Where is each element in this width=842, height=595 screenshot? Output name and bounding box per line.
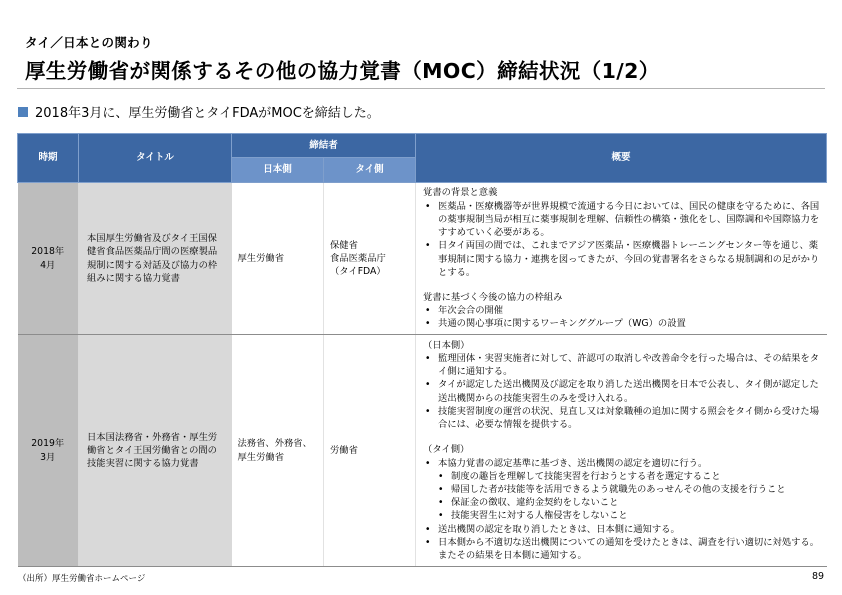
table-row: [18, 183, 827, 335]
col-header-signatories: 締結者: [232, 134, 416, 158]
title-cell: 本国厚生労働省及びタイ王国保健省食品医薬品庁間の医療製品規制に関する対話及び協力の枠組みに関する協力覚書: [79, 183, 232, 335]
thai-side-line: 保健省: [330, 239, 358, 251]
list-item: • 監理団体・実習実施者に対して、許認可の取消しや改善命令を行った場合は、その結果をタイ側に通知する。: [423, 352, 821, 378]
list-item: • 本協力覚書の認定基準に基づき、送出機関の認定を適切に行う。: [423, 457, 821, 470]
summary-list: [423, 200, 821, 279]
thai-side-line: 食品医薬品庁: [330, 252, 386, 264]
list-item: • 制度の趣旨を理解して技能実習を行おうとする者を選定すること: [436, 470, 821, 483]
title-divider: [17, 88, 825, 89]
summary-list-thai: [423, 457, 821, 470]
summary-heading-japan: （日本側）: [423, 339, 470, 351]
japan-side-cell: [232, 335, 324, 567]
period-year: 2018年: [31, 246, 65, 258]
summary-cell: [416, 335, 827, 567]
summary-heading: 覚書の背景と意義: [423, 187, 498, 199]
square-bullet-icon: [18, 107, 28, 117]
lead-statement: [18, 102, 380, 121]
list-item: • 送出機関の認定を取り消したときは、日本側に通知する。: [423, 523, 821, 536]
list-item: • 技能実習生に対する人権侵害をしないこと: [436, 509, 821, 522]
col-header-period: 時期: [18, 134, 79, 183]
moc-table: [17, 133, 827, 567]
col-header-thai-side: タイ側: [324, 158, 416, 183]
list-item: • 帰国した者が技能等を活用できるよう就職先のあっせんその他の支援を行うこと: [436, 483, 821, 496]
col-header-title: タイトル: [79, 134, 232, 183]
summary-cell: [416, 183, 827, 335]
list-item: • タイが認定した送出機関及び認定を取り消した送出機関を日本で公表し、タイ側が認定した送出機関からの技能実習生のみを受け入れる。: [423, 378, 821, 404]
period-month: 3月: [40, 451, 56, 463]
list-item: • 日タイ両国の間では、これまでアジア医薬品・医療機器トレーニングセンター等を通じ、薬事規制に関する協力・連携を図ってきたが、今回の覚書署名をさらなる規制調和の足がかりとする。: [423, 239, 821, 279]
japan-side-line: 厚生労働省: [237, 451, 284, 463]
section-subtitle: タイ／日本との関わり: [25, 35, 153, 50]
summary-heading-thai: （タイ側）: [423, 444, 470, 456]
title-cell: 日本国法務省・外務省・厚生労働省とタイ王国労働省との間の技能実習に関する協力覚書: [79, 335, 232, 567]
list-item: • 保証金の徴収、違約金契約をしないこと: [436, 496, 821, 509]
summary-heading: 覚書に基づく今後の協力の枠組み: [423, 291, 563, 303]
thai-side-cell: 労働省: [324, 335, 416, 567]
thai-side-cell: [324, 183, 416, 335]
col-header-japan-side: 日本側: [232, 158, 324, 183]
thai-side-line: （タイFDA）: [330, 266, 386, 278]
period-month: 4月: [40, 259, 56, 271]
japan-side-line: 法務省、外務省、: [237, 438, 312, 450]
list-item: • 日本側から不適切な送出機関についての通知を受けたときは、調査を行い適切に対処する。またその結果を日本側に通知する。: [423, 536, 821, 562]
page-number: 89: [812, 571, 825, 582]
summary-list-japan: [423, 352, 821, 431]
page-title: 厚生労働省が関係するその他の協力覚書（MOC）締結状況（1/2）: [25, 59, 660, 83]
source-note: （出所）厚生労働省ホームページ: [18, 574, 146, 584]
period-year: 2019年: [31, 438, 65, 450]
list-item: • 年次会合の開催: [423, 304, 821, 317]
lead-text: 2018年3月に、厚生労働省とタイFDAがMOCを締結した。: [35, 106, 380, 121]
period-cell: [18, 183, 79, 335]
table-row: [18, 335, 827, 567]
col-header-summary: 概要: [416, 134, 827, 183]
list-item: • 技能実習制度の運営の状況、見直し又は対象職種の追加に関する照会をタイ側から受けた場合には、必要な情報を提供する。: [423, 405, 821, 431]
summary-list-thai-rest: [423, 523, 821, 563]
list-item: • 医薬品・医療機器等が世界規模で流通する今日においては、国民の健康を守るために、各国の薬事規制当局が相互に薬事規制を理解、信頼性の構築・強化をし、国際調和や国際協力をすすめていく必要がある。: [423, 200, 821, 240]
summary-sublist-thai: [436, 470, 821, 523]
list-item: • 共通の関心事項に関するワーキンググループ（WG）の設置: [423, 317, 821, 330]
japan-side-cell: 厚生労働省: [232, 183, 324, 335]
summary-list: [423, 304, 821, 330]
period-cell: [18, 335, 79, 567]
